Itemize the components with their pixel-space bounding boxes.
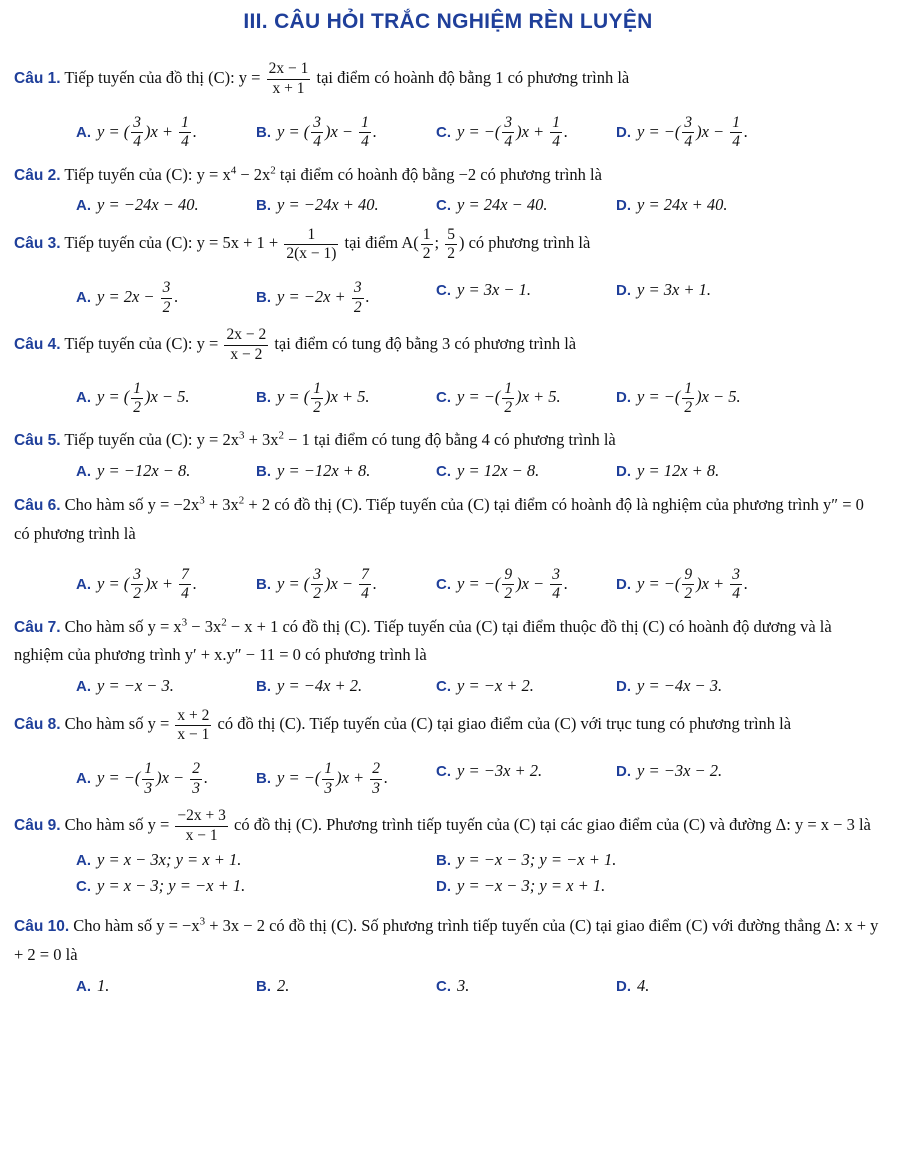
option-text: y = −3x − 2. — [637, 761, 723, 781]
answer-option-d[interactable] — [616, 976, 796, 996]
answer-option-c[interactable] — [436, 195, 616, 215]
question-number: Câu 8. — [14, 716, 61, 734]
option-letter: A. — [76, 463, 91, 481]
option-letter: D. — [616, 123, 631, 141]
answer-option-d[interactable] — [616, 567, 796, 603]
answer-options — [14, 115, 882, 151]
option-text: y = x − 3; y = −x + 1. — [97, 875, 246, 895]
question-list — [14, 60, 882, 996]
option-letter: D. — [616, 282, 631, 300]
question-text: Cho hàm số y = $\frac{-2x + 3}{x - 1}$ có đồ thị (C). Phương trình tiếp tuyến của (C) tại các giao điểm của (C) và đường Δ: y = x − 3 là — [60, 807, 871, 844]
option-letter: C. — [436, 763, 451, 781]
question-number: Câu 9. — [14, 816, 61, 834]
option-letter: A. — [76, 197, 91, 215]
option-text: y = 12x + 8. — [637, 461, 720, 481]
question-text: Tiếp tuyến của (C): y = 5x + 1 + $\frac{1}{2(x - 1)}$ tại điểm A( $\frac{1}{2}$ ; $\frac{5}{2}$ ) có phương trình là — [60, 225, 591, 263]
answer-option-a[interactable] — [76, 676, 256, 696]
question-text: Tiếp tuyến của đồ thị (C): y = $\frac{2x - 1}{x + 1}$ tại điểm có hoành độ bằng 1 có phương trình là — [60, 60, 630, 97]
option-letter: A. — [76, 977, 91, 995]
option-letter: D. — [616, 389, 631, 407]
question-9 — [14, 807, 882, 902]
answer-options — [14, 850, 882, 902]
question-text: Tiếp tuyến của (C): $y = 2x^3 + 3x^2 - 1$ tại điểm có tung độ bằng 4 có phương trình là — [60, 429, 616, 450]
answer-option-d[interactable] — [616, 461, 796, 481]
option-text: y = ( $\frac{1}{2}$ )x − 5. — [97, 379, 190, 417]
answer-option-c[interactable] — [436, 115, 616, 151]
question-number: Câu 7. — [14, 618, 61, 636]
answer-option-b[interactable] — [436, 850, 796, 870]
option-letter: D. — [616, 678, 631, 696]
answer-options — [14, 461, 882, 481]
answer-option-c[interactable] — [436, 461, 616, 481]
option-text: y = −( $\frac{3}{4}$ )x + $\frac{1}{4}$ . — [457, 113, 569, 151]
option-text: y = −( $\frac{1}{3}$ )x + $\frac{2}{3}$ . — [277, 760, 389, 797]
option-letter: C. — [76, 877, 91, 895]
answer-option-a[interactable] — [76, 115, 256, 151]
option-text: y = 24x + 40. — [637, 195, 728, 215]
option-letter: B. — [256, 288, 271, 306]
answer-options — [14, 676, 882, 696]
question-3 — [14, 225, 882, 316]
option-letter: C. — [436, 123, 451, 141]
answer-option-d[interactable] — [616, 195, 796, 215]
option-letter: B. — [436, 851, 451, 869]
option-text: y = ( $\frac{1}{2}$ )x + 5. — [277, 379, 370, 417]
option-text: y = ( $\frac{3}{4}$ )x + $\frac{1}{4}$ . — [97, 113, 198, 151]
question-stem — [14, 161, 882, 190]
question-number: Câu 4. — [14, 335, 61, 353]
question-stem — [14, 912, 882, 970]
option-text: y = −12x − 8. — [97, 461, 191, 481]
question-stem — [14, 60, 882, 97]
answer-option-d[interactable] — [616, 280, 796, 316]
answer-option-b[interactable] — [256, 567, 436, 603]
answer-option-a[interactable] — [76, 761, 256, 797]
option-letter: D. — [616, 575, 631, 593]
answer-option-c[interactable] — [436, 976, 616, 996]
option-letter: B. — [256, 769, 271, 787]
question-text: Cho hàm số $y = -2x^3 + 3x^2 + 2$ có đồ thị (C). Tiếp tuyến của (C) tại điểm có hoành độ là nghiệm của phương trình y″ = 0 có phương trình là — [14, 494, 864, 544]
answer-option-b[interactable] — [256, 381, 436, 417]
question-number: Câu 5. — [14, 432, 61, 450]
option-text: 4. — [637, 975, 650, 995]
option-text: y = −12x + 8. — [277, 461, 371, 481]
page-title: III. CÂU HỎI TRẮC NGHIỆM RÈN LUYỆN — [243, 10, 653, 33]
option-text: y = ( $\frac{3}{2}$ )x − $\frac{7}{4}$ . — [277, 566, 378, 603]
option-text: 3. — [457, 975, 470, 995]
answer-option-d[interactable] — [616, 115, 796, 151]
option-letter: A. — [76, 288, 91, 306]
question-6 — [14, 491, 882, 602]
answer-option-a[interactable] — [76, 567, 256, 603]
question-text: Cho hàm số y = $\frac{x + 2}{x - 1}$ có đồ thị (C). Tiếp tuyến của (C) tại giao điểm của (C) với trục tung có phương trình là — [60, 706, 792, 744]
answer-option-b[interactable] — [256, 676, 436, 696]
option-text: y = −( $\frac{9}{2}$ )x − $\frac{3}{4}$ . — [457, 566, 569, 603]
option-text: y = −( $\frac{3}{4}$ )x − $\frac{1}{4}$ . — [637, 113, 749, 151]
answer-option-a[interactable] — [76, 381, 256, 417]
answer-options — [14, 195, 882, 215]
option-letter: D. — [616, 977, 631, 995]
option-text: y = 24x − 40. — [457, 195, 548, 215]
question-2 — [14, 161, 882, 216]
option-letter: B. — [256, 575, 271, 593]
option-letter: D. — [616, 463, 631, 481]
answer-option-c[interactable] — [76, 876, 436, 896]
option-text: y = −4x − 3. — [637, 676, 723, 696]
option-letter: C. — [436, 575, 451, 593]
option-letter: D. — [616, 197, 631, 215]
option-text: y = −x + 2. — [457, 676, 534, 696]
option-text: y = −24x − 40. — [97, 195, 199, 215]
option-letter: C. — [436, 282, 451, 300]
option-letter: B. — [256, 678, 271, 696]
option-letter: B. — [256, 977, 271, 995]
option-letter: D. — [616, 763, 631, 781]
option-letter: A. — [76, 851, 91, 869]
answer-option-b[interactable] — [256, 195, 436, 215]
question-5 — [14, 426, 882, 481]
answer-option-c[interactable] — [436, 676, 616, 696]
answer-option-b[interactable] — [256, 761, 436, 797]
option-letter: A. — [76, 123, 91, 141]
option-text: y = x − 3x; y = x + 1. — [97, 849, 242, 869]
option-text: y = −( $\frac{9}{2}$ )x + $\frac{3}{4}$ . — [637, 566, 749, 603]
option-text: y = −3x + 2. — [457, 761, 543, 781]
answer-options — [14, 976, 882, 996]
option-letter: C. — [436, 389, 451, 407]
question-stem — [14, 426, 882, 455]
answer-option-b[interactable] — [256, 280, 436, 316]
question-number: Câu 10. — [14, 917, 70, 935]
option-text: y = −x − 3; y = −x + 1. — [457, 849, 617, 869]
option-text: y = 2x − $\frac{3}{2}$ . — [97, 279, 179, 316]
option-text: y = 3x + 1. — [637, 280, 712, 300]
answer-option-a[interactable] — [76, 976, 256, 996]
question-stem — [14, 225, 882, 262]
option-letter: B. — [256, 463, 271, 481]
answer-options — [14, 761, 882, 797]
option-letter: A. — [76, 389, 91, 407]
answer-option-d[interactable] — [436, 876, 796, 896]
question-stem — [14, 613, 882, 671]
answer-option-c[interactable] — [436, 761, 616, 797]
option-text: y = ( $\frac{3}{2}$ )x + $\frac{7}{4}$ . — [97, 566, 198, 603]
option-letter: C. — [436, 977, 451, 995]
question-stem — [14, 807, 882, 844]
question-10 — [14, 912, 882, 996]
option-letter: B. — [256, 123, 271, 141]
option-text: y = −2x + $\frac{3}{2}$ . — [277, 279, 370, 316]
question-number: Câu 1. — [14, 70, 61, 87]
answer-option-d[interactable] — [616, 761, 796, 797]
option-letter: D. — [436, 877, 451, 895]
option-text: y = −4x + 2. — [277, 676, 363, 696]
answer-options — [14, 567, 882, 603]
option-text: y = −24x + 40. — [277, 195, 379, 215]
answer-option-c[interactable] — [436, 381, 616, 417]
question-number: Câu 6. — [14, 497, 61, 515]
option-letter: A. — [76, 575, 91, 593]
question-text: Cho hàm số $y = -x^3 + 3x - 2$ có đồ thị (C). Số phương trình tiếp tuyến của (C) tại giao điểm (C) với đường thẳng Δ: x + y + 2 = 0 là — [14, 915, 879, 964]
question-stem — [14, 706, 882, 743]
option-text: 1. — [97, 975, 110, 995]
answer-option-b[interactable] — [256, 115, 436, 151]
question-number: Câu 2. — [14, 166, 61, 184]
option-letter: B. — [256, 197, 271, 215]
option-text: y = ( $\frac{3}{4}$ )x − $\frac{1}{4}$ . — [277, 113, 378, 151]
option-text: y = −( $\frac{1}{2}$ )x − 5. — [637, 379, 741, 417]
option-text: y = −x − 3; y = x + 1. — [457, 875, 606, 895]
option-text: y = −x − 3. — [97, 676, 174, 696]
option-letter: C. — [436, 678, 451, 696]
option-text: 2. — [277, 975, 290, 995]
answer-options — [14, 381, 882, 417]
option-letter: A. — [76, 678, 91, 696]
answer-option-a[interactable] — [76, 280, 256, 316]
option-letter: C. — [436, 463, 451, 481]
option-text: y = 3x − 1. — [457, 280, 532, 300]
option-text: y = 12x − 8. — [457, 461, 540, 481]
question-1 — [14, 60, 882, 151]
option-letter: B. — [256, 389, 271, 407]
question-8 — [14, 706, 882, 797]
answer-option-c[interactable] — [436, 280, 616, 316]
answer-option-d[interactable] — [616, 676, 796, 696]
answer-option-a[interactable] — [76, 195, 256, 215]
answer-option-c[interactable] — [436, 567, 616, 603]
answer-option-b[interactable] — [256, 461, 436, 481]
option-letter: C. — [436, 197, 451, 215]
answer-option-d[interactable] — [616, 381, 796, 417]
question-text: Tiếp tuyến của (C): $y = x^4 - 2x^2$ tại điểm có hoành độ bằng −2 có phương trình là — [60, 164, 602, 184]
question-7 — [14, 613, 882, 697]
answer-option-b[interactable] — [256, 976, 436, 996]
question-number: Câu 3. — [14, 235, 61, 253]
answer-option-a[interactable] — [76, 461, 256, 481]
question-text: Cho hàm số $y = x^3 - 3x^2 - x + 1$ có đồ thị (C). Tiếp tuyến của (C) tại điểm thuộc đồ thị (C) có hoành độ dương và là nghiệm của phương trình y′ + x.y″ − 11 = 0 có phương trình là — [14, 616, 832, 665]
question-4 — [14, 326, 882, 417]
answer-option-a[interactable] — [76, 850, 436, 870]
option-letter: A. — [76, 769, 91, 787]
answer-options — [14, 280, 882, 316]
option-text: y = −( $\frac{1}{2}$ )x + 5. — [457, 379, 561, 417]
question-stem — [14, 326, 882, 363]
question-text: Tiếp tuyến của (C): y = $\frac{2x - 2}{x - 2}$ tại điểm có tung độ bằng 3 có phương trình là — [60, 326, 577, 363]
question-stem — [14, 491, 882, 549]
option-text: y = −( $\frac{1}{3}$ )x − $\frac{2}{3}$ . — [97, 760, 209, 797]
